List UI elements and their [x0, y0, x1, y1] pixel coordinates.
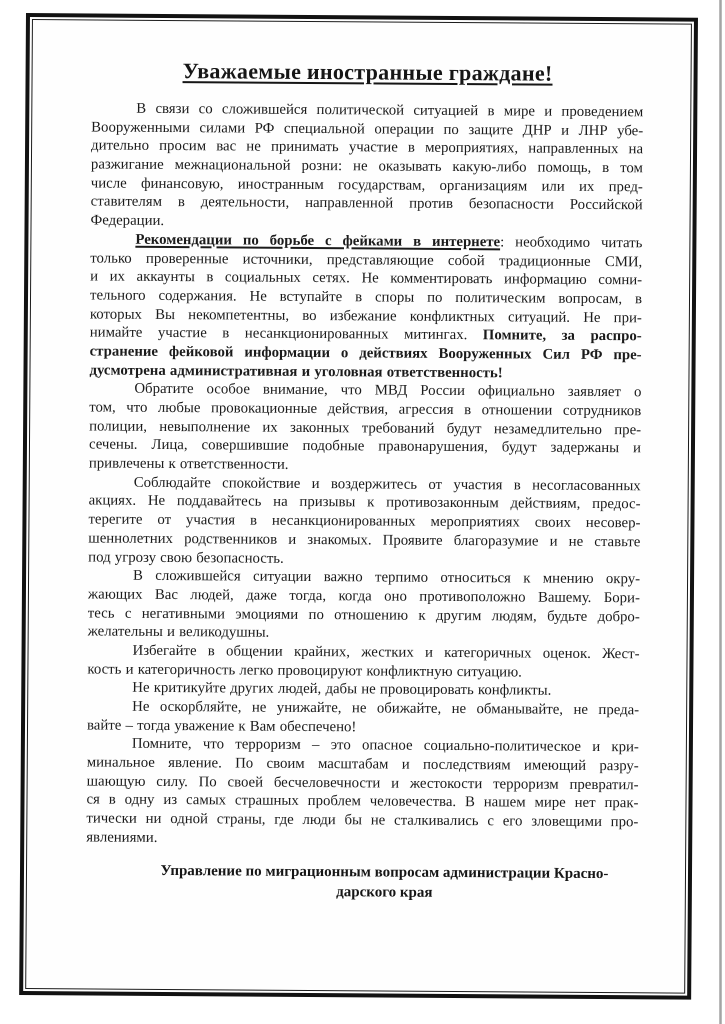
text-run: терегите от участия в несанкционированных мероприятиях своих несовер- [88, 511, 641, 532]
text-run: минальное явление. По своим масштабам и последствиям имеющий разру- [86, 754, 639, 775]
signature-line: дарского края [336, 884, 433, 901]
text-run: тельного содержания. Не вступайте в споры по политическим вопросам, в [89, 287, 643, 308]
text-run: В сложившейся ситуации важно терпимо относиться к мнению окру- [133, 567, 641, 588]
text-run: Не критикуйте других людей, дабы не провоцировать конфликты. [132, 680, 552, 699]
text-run: и их аккаунты в социальных сетях. Не комментировать информацию сомни- [90, 268, 643, 289]
text-run: шеннолетних родственников и знакомых. Проявите благоразумие и не ставьте [88, 530, 641, 551]
text-run: числе финансовую, иностранным государствам, организациям или их пред- [90, 175, 643, 196]
page-content [26, 20, 691, 993]
text-run: том, что любые провокационные действия, агрессия в отношении сотрудников [89, 399, 642, 420]
document-body [86, 99, 643, 850]
text-line [91, 193, 643, 216]
signature-block [131, 860, 638, 905]
text-run: дительно просим вас не принимать участие в мероприятиях, направленных на [91, 137, 644, 158]
text-run: ставителям в деятельности, направленной против безопасности Российской [90, 193, 643, 214]
text-run: Вооруженными силами РФ специальной операции по защите ДНР и ЛНР убе- [91, 119, 644, 139]
text-run: желательны и великодушны. [87, 623, 270, 641]
text-run: привлечены к ответственности. [88, 455, 289, 473]
text-run: ся в одну из самых страшных проблем человечества. В нашем мире нет прак- [86, 791, 639, 812]
text-run: полиции, невыполнение их законных требований будут незамедлительно пре- [89, 418, 642, 438]
text-run: : необходимо читать [500, 234, 643, 252]
page-border-frame [19, 13, 698, 1000]
text-run: Обратите особое внимание, что МВД России официально заявляет о [134, 381, 642, 401]
text-run: кость и категоричность легко провоцируют конфликтную ситуацию. [87, 661, 522, 681]
text-run: Федерации. [90, 212, 165, 230]
text-run: тически ни одной страны, где люди бы не сталкивались с его зловещими про- [86, 810, 639, 831]
text-run: акциях. Не поддавайтесь на призывы к противозаконным действиям, предос- [88, 492, 641, 513]
text-run: дусмотрена административная и уголовная ответственность! [89, 362, 503, 381]
text-line [86, 810, 638, 833]
page-border-inner-line [25, 19, 692, 994]
text-run: явлениями. [86, 829, 158, 846]
text-run: Соблюдайте спокойствие и воздержитесь от участия в несогласованных [133, 474, 641, 495]
text-run: В связи со сложившейся политической ситуацией в мире и проведением [136, 100, 644, 121]
text-run: Рекомендации по борьбе с фейками в интернете [135, 231, 501, 251]
text-run: разжигание межнациональной розни: не оказывать какую-либо помощь, в том [90, 156, 643, 177]
text-run: которых Вы некомпетентны, во избежание конфликтных ситуаций. Не при- [89, 306, 642, 326]
text-run: странение фейковой информации о действиях Вооруженных Сил РФ пре- [89, 343, 642, 364]
text-run: сечены. Лица, совершившие подобные правонарушения, будут задержаны и [88, 436, 642, 457]
text-run: Помните, что терроризм – это опасное социально-политическое и кри- [131, 736, 639, 756]
text-run: тесь с негативными эмоциями по отношению к другим людям, будьте добро- [87, 605, 640, 625]
scan-edge-line [719, 0, 722, 1024]
text-run: Не оскорбляйте, не унижайте, не обижайте, не обманывайте, не преда- [132, 698, 640, 719]
text-line [86, 828, 638, 851]
text-run: шающую силу. По своей бесчеловечности и жестокости терроризм превратил- [86, 773, 639, 794]
text-run: Избегайте в общении крайних, жестких и категоричных оценок. Жест- [132, 642, 640, 663]
text-run: жающих Вас людей, даже тогда, когда оно противоположно Вашему. Бори- [87, 586, 640, 607]
text-run: вайте – тогда уважение к Вам обеспечено! [86, 717, 357, 736]
text-run: Помните, за распро- [482, 327, 642, 345]
text-run: под угрозу свою безопасность. [88, 548, 284, 567]
page-title: Уважаемые иностранные граждане! [182, 58, 553, 86]
text-run: нимайте участие в несанкционированных митингах. [89, 324, 483, 344]
signature-line: Управление по миграционным вопросам администрации Красно- [160, 862, 609, 882]
text-run: только проверенные источники, представляющие собой традиционные СМИ, [90, 249, 643, 270]
